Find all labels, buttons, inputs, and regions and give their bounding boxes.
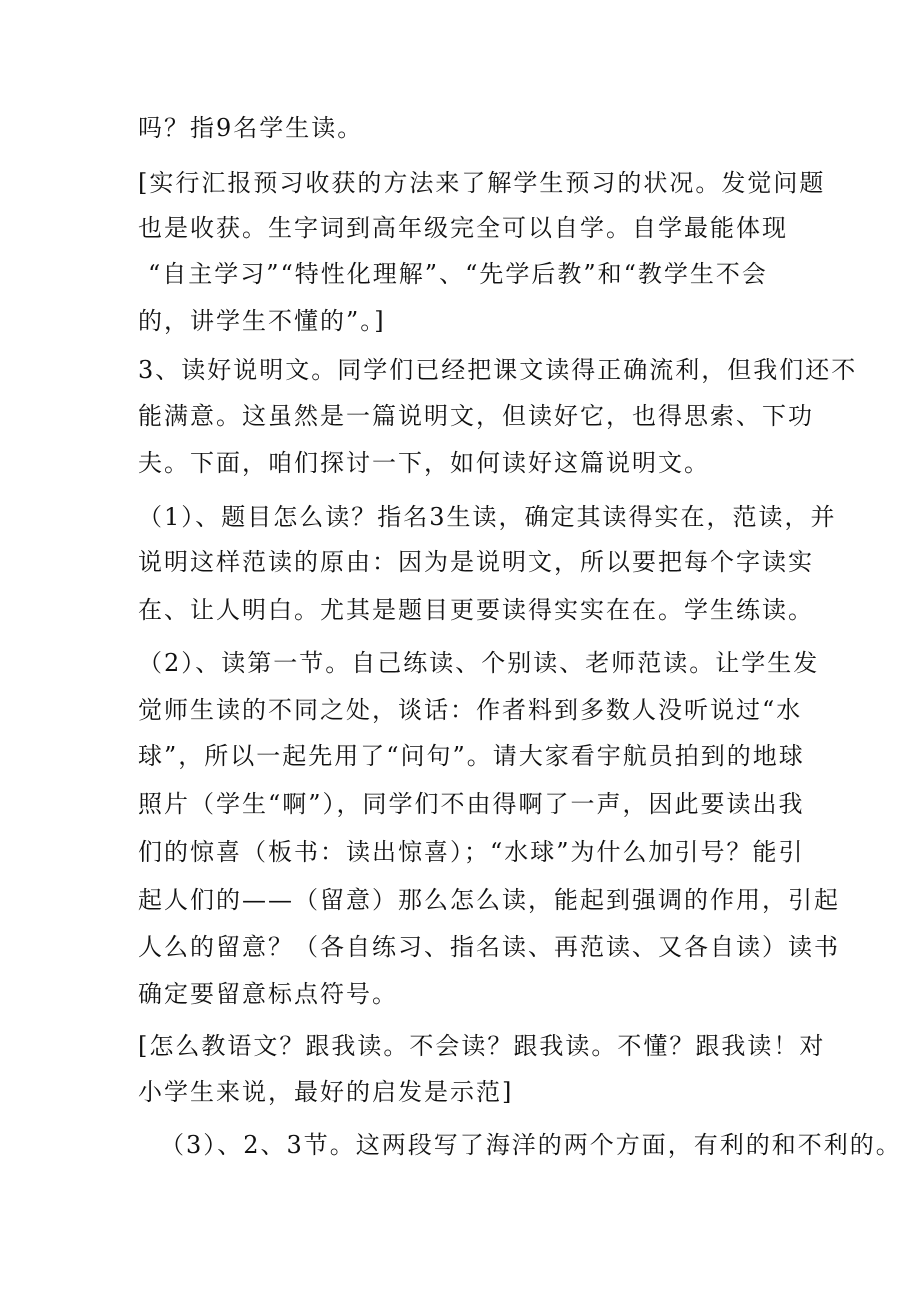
text-line: 起人们的——（留意）那么怎么读，能起到强调的作用，引起 bbox=[138, 886, 840, 914]
text-line: 小学生来说，最好的启发是示范] bbox=[138, 1078, 514, 1106]
text-line: 能满意。这虽然是一篇说明文，但读好它，也得思索、下功 bbox=[138, 402, 814, 430]
text-line: 觉师生读的不同之处，谈话：作者料到多数人没听说过“水 bbox=[138, 696, 803, 724]
text-line: （1）、题目怎么读？指名3生读，确定其读得实在，范读，并 bbox=[138, 503, 837, 531]
text-line: 3、读好说明文。同学们已经把课文读得正确流利，但我们还不 bbox=[138, 356, 858, 384]
text-line: 人么的留意？（各自练习、指名读、再范读、又各自读）读书 bbox=[138, 933, 840, 961]
text-line: [实行汇报预习收获的方法来了解学生预习的状况。发觉问题 bbox=[138, 169, 826, 197]
text-line: 在、让人明白。尤其是题目更要读得实实在在。学生练读。 bbox=[138, 596, 814, 624]
text-line: （3）、2、3节。这两段写了海洋的两个方面，有利的和不利的。 bbox=[160, 1131, 902, 1159]
text-line: 们的惊喜（板书：读出惊喜）；“水球”为什么加引号？能引 bbox=[138, 838, 805, 866]
text-line: 球”，所以一起先用了“问句”。请大家看宇航员拍到的地球 bbox=[138, 742, 805, 770]
text-line: “自主学习”“特性化理解”、“先学后教”和“教学生不会 bbox=[148, 260, 768, 288]
text-line: 说明这样范读的原由：因为是说明文，所以要把每个字读实 bbox=[138, 548, 814, 576]
text-line: 也是收获。生字词到高年级完全可以自学。自学最能体现 bbox=[138, 214, 788, 242]
text-line: 确定要留意标点符号。 bbox=[138, 980, 398, 1008]
text-line: [怎么教语文？跟我读。不会读？跟我读。不懂？跟我读！对 bbox=[138, 1032, 826, 1060]
text-line: 吗？指9名学生读。 bbox=[138, 114, 364, 142]
text-line: 的，讲学生不懂的”。] bbox=[138, 307, 386, 335]
text-line: 夫。下面，咱们探讨一下，如何读好这篇说明文。 bbox=[138, 449, 710, 477]
text-line: 照片（学生“啊”），同学们不由得啊了一声，因此要读出我 bbox=[138, 790, 805, 818]
text-line: （2）、读第一节。自己练读、个别读、老师范读。让学生发 bbox=[138, 649, 820, 677]
